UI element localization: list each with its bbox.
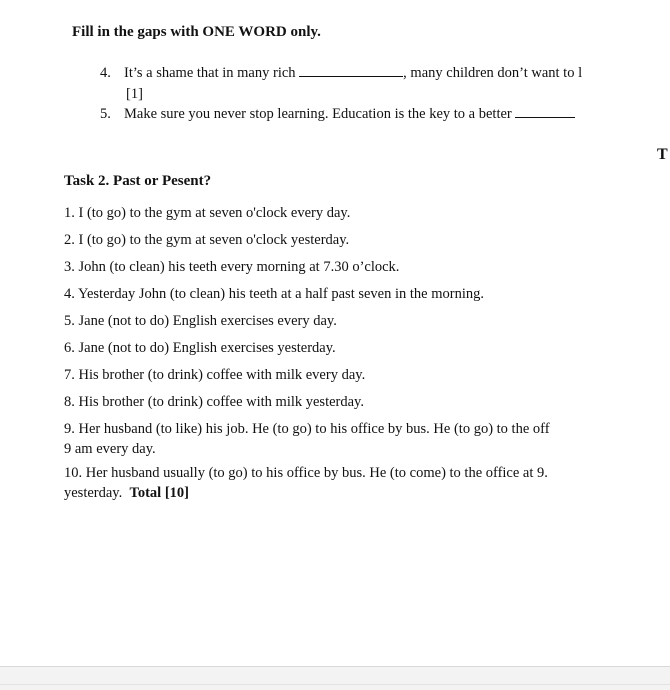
task-item: 7. His brother (to drink) coffee with milk every day. — [64, 367, 366, 383]
viewer-bottom-bar — [0, 666, 670, 690]
task-item: 6. Jane (not to do) English exercises yesterday. — [64, 340, 336, 356]
task-item: 10. Her husband usually (to go) to his office by bus. He (to come) to the office at 9. — [64, 465, 548, 481]
section-heading: Fill in the gaps with ONE WORD only. — [72, 24, 321, 40]
answer-blank[interactable] — [299, 64, 403, 77]
task-item: 1. I (to go) to the gym at seven o'clock every day. — [64, 205, 351, 221]
viewer-bottom-divider — [0, 684, 670, 685]
task-item: 8. His brother (to drink) coffee with milk yesterday. — [64, 394, 364, 410]
total-marks: Total [10] — [129, 485, 189, 501]
task-item: 2. I (to go) to the gym at seven o'clock yesterday. — [64, 232, 350, 248]
gap-item-number: 4. — [100, 65, 111, 81]
gap-item-4 — [100, 64, 582, 82]
marks-label: [1] — [126, 86, 143, 102]
gap-item-text-before: It’s a shame that in many rich — [124, 65, 296, 81]
cut-off-heading: T — [657, 146, 668, 163]
task-item: 3. John (to clean) his teeth every morning at 7.30 o’clock. — [64, 259, 400, 275]
task-item-continuation — [64, 483, 670, 503]
task-item: 9. Her husband (to like) his job. He (to go) to his office by bus. He (to go) to the off — [64, 421, 550, 437]
gap-item-text-before: Make sure you never stop learning. Education is the key to a better — [124, 106, 512, 122]
gap-item-5 — [100, 105, 575, 123]
gap-item-text-after: , many children don’t want to l — [403, 65, 583, 81]
task-item: 4. Yesterday John (to clean) his teeth at a half past seven in the morning. — [64, 286, 484, 302]
task-item: 5. Jane (not to do) English exercises every day. — [64, 313, 337, 329]
task-title: Task 2. Past or Pesent? — [64, 173, 212, 189]
task-list — [64, 200, 670, 507]
answer-blank[interactable] — [515, 105, 575, 118]
task-item-continuation-text: yesterday. — [64, 485, 123, 501]
task-item-continuation: 9 am every day. — [64, 441, 156, 457]
gap-item-number: 5. — [100, 106, 111, 122]
